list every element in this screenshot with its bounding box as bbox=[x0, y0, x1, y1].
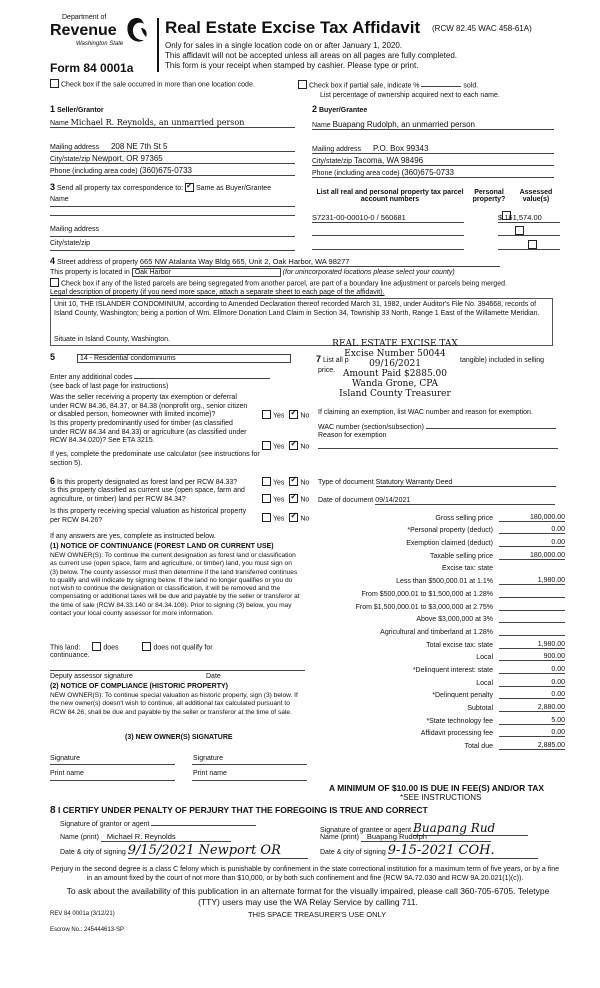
dept-line1: Department of bbox=[62, 14, 107, 21]
exemption-reason-field[interactable]: Reason for exemption bbox=[318, 432, 387, 439]
tax-row bbox=[300, 699, 565, 712]
correspondence-city-field[interactable]: City/state/zip bbox=[50, 240, 295, 251]
tax-row-value[interactable] bbox=[499, 635, 565, 636]
dept-line2: Revenue bbox=[50, 22, 117, 39]
correspondence-blank-line bbox=[50, 214, 295, 216]
s5-q1-answers[interactable]: Yes ✓ No bbox=[262, 411, 309, 420]
tax-row-value[interactable]: 180,000.00 bbox=[499, 552, 565, 560]
new-owner-sig-line-2[interactable] bbox=[192, 763, 307, 765]
tax-row-value[interactable]: 1,980.00 bbox=[499, 641, 565, 649]
tax-row bbox=[300, 572, 565, 585]
tax-row bbox=[300, 509, 565, 522]
wac-field[interactable]: WAC number (section/subsection) bbox=[318, 424, 556, 431]
partial-sale-checkbox[interactable] bbox=[298, 80, 307, 89]
tax-row-label: *Delinquent penalty bbox=[432, 692, 493, 700]
notice-2-title: (2) NOTICE OF COMPLIANCE (HISTORIC PROPERTY) bbox=[50, 683, 228, 690]
doc-date-field[interactable]: Date of document 09/14/2021 bbox=[318, 497, 555, 505]
form-rcw: (RCW 82.45 WAC 458-61A) bbox=[432, 24, 532, 33]
s6-q1-yes-checkbox[interactable] bbox=[262, 477, 271, 486]
continuance-label: continuance. bbox=[50, 652, 90, 659]
section-5-use[interactable]: 5 14 - Residential condominiums bbox=[50, 352, 291, 363]
new-owner-print-line-1[interactable] bbox=[50, 779, 175, 781]
seller-phone-field[interactable]: Phone (including area code) (360)675-0733 bbox=[50, 166, 295, 176]
does-not-checkbox[interactable] bbox=[142, 642, 151, 651]
exemption-note: If claiming an exemption, list WAC number and reason for exemption. bbox=[318, 409, 533, 416]
tax-row-label: Taxable selling price bbox=[429, 552, 493, 560]
grantor-sig-row[interactable]: Signature of grantor or agent bbox=[60, 821, 256, 828]
tax-row-value[interactable]: 1,980.00 bbox=[499, 577, 565, 585]
form-number: Form 84 0001a bbox=[50, 61, 134, 75]
section-7-header: 7 List all p bbox=[316, 354, 349, 364]
tax-row-label: Total due bbox=[464, 743, 493, 751]
tax-row bbox=[300, 623, 565, 636]
treasurer-stamp: REAL ESTATE EXCISE TAX Excise Number 50044 09/16/2021 Amount Paid $2885.00 Wanda Grone, CPA Island County Treasurer bbox=[332, 339, 458, 399]
tax-row bbox=[300, 649, 565, 662]
correspondence-name-field[interactable]: Name bbox=[50, 196, 295, 207]
tax-row-label: Local bbox=[476, 679, 493, 687]
notice-2-text: NEW OWNER(S): To continue special valuation as historic property, sign (3) below. If the new owner(s) doesn't wish to continue, all additional tax calculated pursuant to RCW 84.26, shall be due and payable by the seller or transferor at the time of sale. bbox=[50, 692, 298, 716]
revision-number: REV 84 0001a (3/12/21) bbox=[50, 911, 115, 917]
tax-row bbox=[300, 636, 565, 649]
deputy-signature-line[interactable] bbox=[50, 669, 305, 671]
tax-row bbox=[300, 674, 565, 687]
subtitle-3: This form is your receipt when stamped by cashier. Please type or print. bbox=[165, 61, 419, 70]
s5-q2-no-checkbox[interactable] bbox=[289, 441, 298, 450]
header-divider bbox=[157, 18, 159, 72]
tax-row bbox=[300, 687, 565, 700]
parcel-row-2[interactable] bbox=[312, 234, 464, 236]
buyer-city-field[interactable]: City/state/zip Tacoma, WA 98496 bbox=[312, 156, 554, 166]
new-owner-print-label-2: Print name bbox=[193, 770, 227, 777]
situate-text: Situate in Island County, Washington. bbox=[54, 336, 170, 343]
segregated-checkbox[interactable] bbox=[50, 278, 59, 287]
tax-row-value[interactable] bbox=[499, 610, 565, 611]
location-select[interactable]: Oak Harbor bbox=[132, 268, 281, 277]
parcel-row-1[interactable]: S7231-00-00010-0 / 560681 bbox=[312, 213, 464, 223]
tax-row-label: Gross selling price bbox=[435, 514, 493, 522]
tax-row-label: From $1,500,000.01 to $3,000,000 at 2.75% bbox=[355, 603, 493, 611]
s5-q2-yes-checkbox[interactable] bbox=[262, 441, 271, 450]
grantee-date-row[interactable]: Date & city of signing 9-15-2021 COH. bbox=[320, 843, 538, 859]
tax-row-value[interactable]: 0.00 bbox=[499, 729, 565, 737]
tax-row bbox=[300, 598, 565, 611]
s6-question-2: Is this property classified as current use (open space, farm and agriculture, or timber) land per RCW 84.34? bbox=[50, 487, 245, 503]
additional-codes[interactable]: Enter any additional codes bbox=[50, 374, 270, 381]
additional-codes-note: (see back of last page for instructions) bbox=[50, 383, 169, 390]
section-7-price: price. bbox=[318, 367, 336, 374]
this-land-row: This land: does does not qualify for bbox=[50, 643, 213, 652]
s6-question-3: Is this property receiving special valuation as historical property per RCW 84.26? bbox=[50, 508, 247, 524]
escrow-number: Escrow No.: 245444613-SP bbox=[50, 927, 125, 933]
seller-mail-field[interactable]: Mailing address 208 NE 7th St 5 bbox=[50, 142, 295, 152]
minimum-notice: A MINIMUM OF $10.00 IS DUE IN FEE(S) AND/OR TAX bbox=[329, 783, 545, 793]
doc-type-field[interactable]: Type of document Statutory Warranty Deed bbox=[318, 479, 556, 487]
section-3-title: 3 Send all property tax correspondence to: ✓ Same as Buyer/Grantee bbox=[50, 182, 271, 193]
new-owner-print-line-2[interactable] bbox=[192, 779, 307, 781]
s6-q3-answers[interactable]: Yes ✓ No bbox=[262, 514, 309, 523]
tax-row-label: Local bbox=[476, 654, 493, 662]
tax-row-label: *State technology fee bbox=[426, 717, 493, 725]
s5-q2-answers[interactable]: Yes ✓ No bbox=[262, 442, 309, 451]
tax-row-label: *Delinquent interest: state bbox=[412, 666, 493, 674]
legal-description-box[interactable] bbox=[50, 298, 553, 346]
logo-swirl-icon bbox=[124, 16, 150, 46]
tax-row-label: Total excise tax: state bbox=[426, 641, 493, 649]
s5-question-3: If yes, complete the predominate use calculator (see instructions for section 5). bbox=[50, 451, 260, 467]
new-owner-sig-line-1[interactable] bbox=[50, 763, 175, 765]
form-title: Real Estate Excise Tax Affidavit bbox=[165, 18, 421, 37]
parcel-col-header: List all real and personal property tax parcel account numbers bbox=[316, 189, 464, 203]
s6-q2-no-checkbox[interactable] bbox=[289, 494, 298, 503]
grantor-date-row[interactable]: Date & city of signing 9/15/2021 Newport OR bbox=[60, 843, 308, 859]
tax-row-label: Subtotal bbox=[467, 705, 493, 712]
notice-3-title: (3) NEW OWNER(S) SIGNATURE bbox=[125, 734, 233, 741]
tax-row-label: Less than $500,000.01 at 1.1% bbox=[396, 578, 493, 586]
subtitle-1: Only for sales in a single location code on or after January 1, 2020. bbox=[165, 41, 403, 50]
grantee-name-row[interactable]: Name (print) Buapang Rudolph bbox=[320, 832, 491, 842]
assessed-row-3[interactable] bbox=[498, 248, 560, 250]
tax-row-value[interactable]: 2,880.00 bbox=[499, 704, 565, 712]
deputy-date-label: Date bbox=[206, 673, 221, 680]
s6-q2-answers[interactable]: Yes ✓ No bbox=[262, 495, 309, 504]
segregated-check[interactable]: Check box if any of the listed parcels are being segregated from another parcel, are part of a boundary line adjustment or parcels being merged. bbox=[50, 279, 507, 288]
s5-q1-no-checkbox[interactable] bbox=[289, 410, 298, 419]
tax-row-value[interactable]: 0.00 bbox=[499, 691, 565, 699]
legal-description-text: Unit 10, THE ISLANDER CONDOMINIUM, according to Amended Declaration thereof recorded March 31, 1982, under Auditor's File No. 394668, records of Island County, Washington; being a portion of Wm. Ellmore Donation Land Claim in Section 34, Township 33 North, Range 1 East of the Willamette Meridian. bbox=[54, 301, 540, 317]
tax-row bbox=[300, 560, 565, 573]
tax-row-label: Affidavit processing fee bbox=[420, 730, 493, 738]
correspondence-mail-field[interactable]: Mailing address bbox=[50, 226, 295, 237]
section-1-title: 1 Seller/Grantor bbox=[50, 104, 104, 114]
does-checkbox[interactable] bbox=[92, 642, 101, 651]
partial-sale-check[interactable]: Check box if partial sale, indicate % sold. bbox=[298, 81, 478, 90]
same-as-buyer-checkbox[interactable] bbox=[185, 183, 194, 192]
s6-q1-answers[interactable]: Yes ✓ No bbox=[262, 478, 309, 487]
tax-row bbox=[300, 534, 565, 547]
tax-row bbox=[300, 585, 565, 598]
located-in-row: This property is located in Oak Harbor (for unincorporated locations please select your county) bbox=[50, 269, 455, 276]
grantor-name-row[interactable]: Name (print) Michael R. Reynolds bbox=[60, 832, 231, 842]
tax-row bbox=[300, 522, 565, 535]
tax-row bbox=[300, 611, 565, 624]
partial-percent-field[interactable] bbox=[421, 86, 461, 87]
tax-row-label: Agricultural and timberland at 1.28% bbox=[380, 628, 493, 636]
tax-row-value[interactable]: 0.00 bbox=[499, 679, 565, 687]
tax-row-label: *Personal property (deduct) bbox=[407, 527, 493, 535]
tax-row bbox=[300, 547, 565, 560]
s6-question-1: 6 Is this property designated as forest land per RCW 84.33? bbox=[50, 476, 238, 486]
tax-row-value[interactable]: 0.00 bbox=[499, 539, 565, 547]
s5-q1-yes-checkbox[interactable] bbox=[262, 410, 271, 419]
s6-q2-yes-checkbox[interactable] bbox=[262, 494, 271, 503]
legal-description-label: Legal description of property (if you need more space, attach a separate sheet to each page of the affidavit). bbox=[50, 289, 385, 296]
tax-row-label: From $500,000.01 to $1,500,000 at 1.28% bbox=[361, 590, 493, 598]
use-code-select[interactable]: 14 - Residential condominiums bbox=[77, 354, 291, 363]
s6-if-yes: If any answers are yes, complete as instructed below. bbox=[50, 533, 216, 540]
section-2-title: 2 Buyer/Grantee bbox=[312, 104, 368, 114]
s5-question-2: Is this property predominantly used for timber (as classified under RCW 84.34 and 84.33) or agriculture (as classified under RCW 84.34.020)? See ETA 3215. bbox=[50, 420, 247, 444]
tax-row bbox=[300, 712, 565, 725]
more-locations-check[interactable]: Check box if the sale occurred in more than one location code. bbox=[50, 80, 255, 89]
s5-question-1: Was the seller receiving a property tax exemption or deferral under RCW 84.36, 84.37, or 84.38 (nonprofit org., senior citizen or disabled person, homeowner with limited income)? bbox=[50, 394, 248, 418]
tax-row-value[interactable]: 5.00 bbox=[499, 717, 565, 725]
parcel-row-3[interactable] bbox=[312, 248, 464, 250]
seller-name-field[interactable]: Name Michael R. Reynolds, an unmarried person bbox=[50, 118, 295, 128]
exemption-reason-line bbox=[318, 447, 558, 449]
buyer-phone-field[interactable]: Phone (including area code) (360)675-0733 bbox=[312, 168, 554, 178]
tax-row-value[interactable] bbox=[499, 597, 565, 598]
assessed-row-1[interactable]: $ 161,574.00 bbox=[498, 213, 560, 223]
buyer-mail-field[interactable]: Mailing address P.O. Box 99343 bbox=[312, 144, 554, 154]
section-4-street[interactable]: 4 Street address of property 665 NW Atalanta Way Bldg 665, Unit 2, Oak Harbor, WA 98277 bbox=[50, 256, 500, 267]
perjury-text: Perjury in the second degree is a class C felony which is punishable by confinement in the state correctional institution for a maximum term of five years, or by a fine in an amount fixed by the court of not more than $10,000, or by both such confinement and fine (RCW 9A.72.030 and RCW 9A.20.021(1)(c)). bbox=[50, 866, 560, 882]
tax-row-value[interactable]: 2,885.00 bbox=[499, 742, 565, 750]
buyer-name-field[interactable]: Name Buapang Rudolph, an unmarried person bbox=[312, 120, 554, 130]
tax-row-value[interactable] bbox=[499, 622, 565, 623]
notice-1-title: (1) NOTICE OF CONTINUANCE (FOREST LAND OR CURRENT USE) bbox=[50, 543, 274, 550]
tax-calculation-table bbox=[300, 509, 565, 750]
section-8-certify: 8 I CERTIFY UNDER PENALTY OF PERJURY THAT THE FOREGOING IS TRUE AND CORRECT bbox=[50, 805, 428, 816]
new-owner-print-label-1: Print name bbox=[50, 770, 84, 777]
dor-logo bbox=[50, 14, 152, 60]
new-owner-sig-label-2: Signature bbox=[193, 755, 223, 762]
subtitle-2: This affidavit will not be accepted unless all areas on all pages are fully completed. bbox=[165, 51, 458, 60]
assessed-col-header: Assessed value(s) bbox=[519, 189, 553, 203]
grantee-sig-row[interactable]: Signature of grantee or agent Buapang Rud bbox=[320, 821, 528, 836]
tax-row-value[interactable]: 0.00 bbox=[499, 666, 565, 674]
personal-col-header: Personal property? bbox=[472, 189, 506, 203]
more-locations-checkbox[interactable] bbox=[50, 79, 59, 88]
assessed-row-2[interactable] bbox=[498, 234, 560, 236]
accessibility-text: To ask about the availability of this publication in an alternate format for the visually impaired, please call 360-705-6705. Teletype (TTY) users may use the WA Relay Service by calling 711. bbox=[66, 886, 550, 907]
deputy-signature-label: Deputy assessor signature bbox=[50, 673, 133, 680]
list-pct-note: List percentage of ownership acquired next to each name. bbox=[320, 92, 500, 99]
see-instructions: *SEE INSTRUCTIONS bbox=[400, 793, 482, 802]
section-7-tangible: tangible) included in selling bbox=[460, 357, 545, 364]
s6-q3-no-checkbox[interactable] bbox=[289, 513, 298, 522]
notice-1-text: NEW OWNER(S): To continue the current designation as forest land or classification as current use (open space, farm and agriculture, or timber) land, you must sign on (3) below. The county assessor must then determine if the land transferred continues to qualify and will indicate by signing below. If the land no longer qualifies or you do not wish to continue the designation or classification, it will be removed and the compensating or additional taxes will be due and payable by the seller or transferor at the time of sale (RCW 84.33.140 or 84.34.108). Prior to signing (3) below, you may contact your local county assessor for more information. bbox=[50, 552, 300, 618]
new-owner-sig-label-1: Signature bbox=[50, 755, 80, 762]
s6-q3-yes-checkbox[interactable] bbox=[262, 513, 271, 522]
tax-row bbox=[300, 725, 565, 738]
treasurer-use-label: THIS SPACE TREASURER'S USE ONLY bbox=[248, 910, 387, 919]
tax-row-value[interactable]: 180,000.00 bbox=[499, 514, 565, 522]
dept-line3: Washington State bbox=[76, 41, 124, 47]
tax-row-value[interactable]: 0.00 bbox=[499, 526, 565, 534]
tax-row-label: Exemption claimed (deduct) bbox=[406, 540, 493, 548]
tax-row-label: Above $3,000,000 at 3% bbox=[416, 616, 493, 624]
tax-row bbox=[300, 737, 565, 750]
tax-row bbox=[300, 661, 565, 674]
tax-row-value[interactable]: 900.00 bbox=[499, 653, 565, 661]
s6-q1-no-checkbox[interactable] bbox=[289, 477, 298, 486]
seller-city-field[interactable]: City/state/zip Newport, OR 97365 bbox=[50, 154, 295, 164]
tax-row-label: Excise tax: state bbox=[442, 565, 493, 573]
